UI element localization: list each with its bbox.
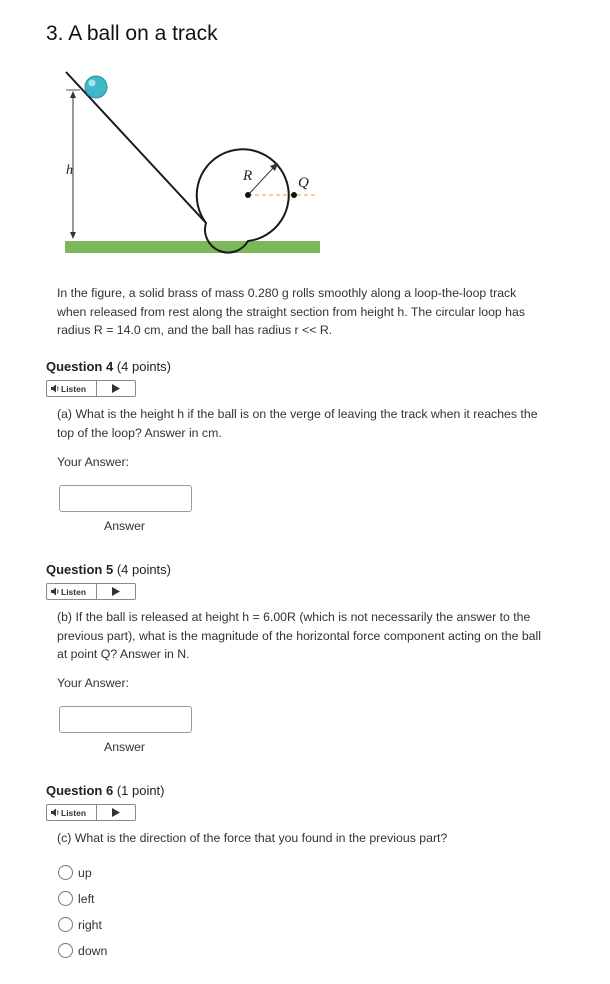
play-button[interactable] bbox=[97, 805, 135, 820]
play-icon bbox=[112, 808, 120, 817]
question-6-text: (c) What is the direction of the force that you found in the previous part? bbox=[57, 831, 448, 845]
question-4-header: Question 4 (4 points) bbox=[46, 359, 172, 374]
your-answer-label: Your Answer: bbox=[57, 455, 130, 469]
question-6-header: Question 6 (1 point) bbox=[46, 783, 165, 798]
speaker-icon bbox=[51, 808, 60, 817]
loop-center bbox=[245, 192, 251, 198]
radio-button[interactable] bbox=[58, 917, 73, 932]
listen-widget-q4 bbox=[46, 380, 136, 397]
track bbox=[66, 72, 289, 253]
radio-button[interactable] bbox=[58, 943, 73, 958]
question-5-header: Question 5 (4 points) bbox=[46, 562, 172, 577]
listen-widget-q6 bbox=[46, 804, 136, 821]
listen-button[interactable]: Listen bbox=[47, 805, 97, 820]
r-label: R bbox=[243, 168, 253, 184]
option-down[interactable]: down bbox=[58, 943, 107, 958]
play-button[interactable] bbox=[97, 584, 135, 599]
answer-input-q4[interactable] bbox=[59, 485, 192, 512]
ground bbox=[65, 241, 320, 253]
listen-widget-q5 bbox=[46, 583, 136, 600]
radio-button[interactable] bbox=[58, 865, 73, 880]
radio-button[interactable] bbox=[58, 891, 73, 906]
answer-caption: Answer bbox=[104, 519, 146, 533]
ball bbox=[85, 76, 107, 98]
play-icon bbox=[112, 587, 120, 596]
point-q bbox=[291, 192, 297, 198]
h-label: h bbox=[66, 163, 73, 178]
question-5-text: (b) If the ball is released at height h = 6.00R (which is not necessarily the answer to the previous part), what is the magnitude of the horizontal force component acting on the ball at point Q? Answer in N. bbox=[57, 610, 541, 661]
speaker-icon bbox=[51, 384, 60, 393]
height-arrow-head-down bbox=[70, 232, 76, 239]
height-arrow-head-up bbox=[70, 91, 76, 98]
question-4-text: (a) What is the height h if the ball is on the verge of leaving the track when it reaches the top of the loop? Answer in cm. bbox=[57, 407, 538, 440]
listen-button[interactable]: Listen bbox=[47, 381, 97, 396]
speaker-icon bbox=[51, 587, 60, 596]
page-title: 3. A ball on a track bbox=[46, 22, 218, 45]
problem-intro: In the figure, a solid brass of mass 0.280 g rolls smoothly along a loop-the-loop track when released from rest along the straight section from height h. The circular loop has radius R = 14.0 cm, and the ball has radius r << R. bbox=[57, 286, 525, 337]
q-label: Q bbox=[298, 175, 309, 191]
your-answer-label: Your Answer: bbox=[57, 676, 130, 690]
option-left[interactable]: left bbox=[58, 891, 94, 906]
option-up[interactable]: up bbox=[58, 865, 92, 880]
loop-track-figure bbox=[56, 66, 336, 266]
play-button[interactable] bbox=[97, 381, 135, 396]
answer-caption: Answer bbox=[104, 740, 146, 754]
answer-input-q5[interactable] bbox=[59, 706, 192, 733]
option-right[interactable]: right bbox=[58, 917, 102, 932]
play-icon bbox=[112, 384, 120, 393]
listen-button[interactable]: Listen bbox=[47, 584, 97, 599]
